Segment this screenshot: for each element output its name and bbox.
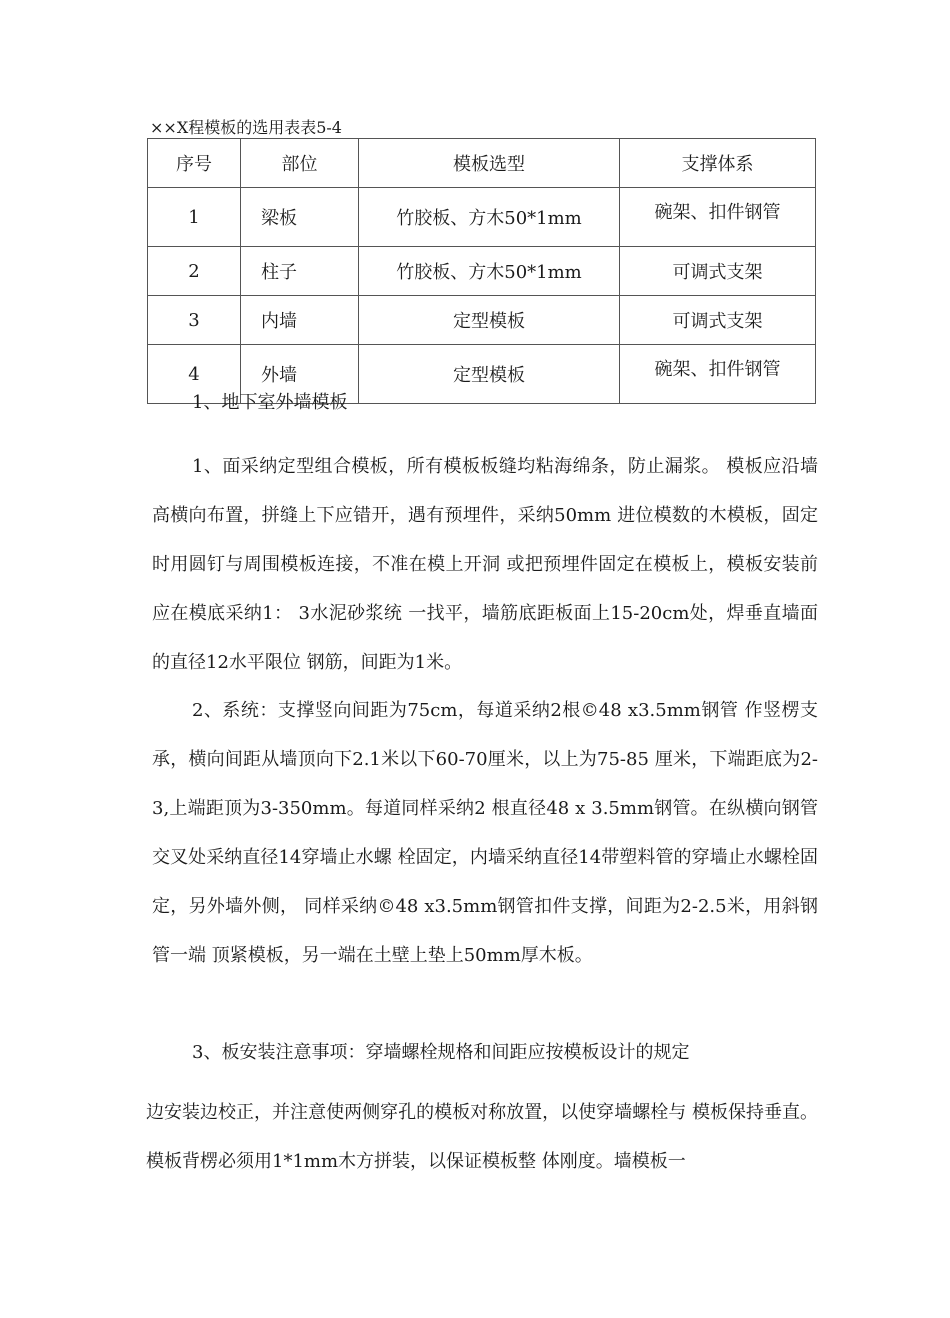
header-position: 部位 xyxy=(241,139,359,188)
cell-support-system: 可调式支架 xyxy=(620,247,816,296)
cell-position: 梁板 xyxy=(241,188,359,247)
cell-index: 4 xyxy=(148,345,241,404)
cell-formwork-type: 竹胶板、方木50*1mm xyxy=(359,247,620,296)
header-support-system: 支撑体系 xyxy=(620,139,816,188)
paragraph-installation-notes: 边安装边校正，并注意使两侧穿孔的模板对称放置，以使穿墙螺栓与 模板保持垂直。模板背楞必须用1*1mm木方拼装，以保证模板整 体刚度。墙模板一 xyxy=(146,1102,818,1172)
header-formwork-type: 模板选型 xyxy=(359,139,620,188)
paragraph-panel-material: 1、面采纳定型组合模板，所有模板板缝均粘海绵条，防止漏浆。 模板应沿墙高横向布置，拼缝上下应错开，遇有预埋件，采纳50mm 进位模数的木模板，固定时用圆钉与周围模板连接，不准在模上开洞 或把预埋件固定在模板上，模板安装前应在模底采纳1： 3水泥砂浆统 一找平，墙筋底距板面上15-20cm处，焊垂直墙面的直径12水平限位 钢筋，间距为1米。 xyxy=(152,456,818,673)
item3-heading: 3、板安装注意事项：穿墙螺栓规格和间距应按模板设计的规定 xyxy=(192,1042,690,1063)
cell-support-system: 碗架、扣件钢管 xyxy=(620,188,816,247)
table-row xyxy=(148,247,816,296)
table-header-row xyxy=(148,139,816,188)
cell-position: 柱子 xyxy=(241,247,359,296)
cell-index: 3 xyxy=(148,296,241,345)
cell-position: 外墙 xyxy=(241,345,359,404)
formwork-selection-table xyxy=(147,138,816,404)
cell-formwork-type: 定型模板 xyxy=(359,345,620,404)
cell-index: 1 xyxy=(148,188,241,247)
table-row xyxy=(148,188,816,247)
table-row xyxy=(148,296,816,345)
cell-support-system: 碗架、扣件钢管 xyxy=(620,345,816,404)
cell-support-system: 可调式支架 xyxy=(620,296,816,345)
cell-position: 内墙 xyxy=(241,296,359,345)
cell-formwork-type: 定型模板 xyxy=(359,296,620,345)
table-caption: ××X程模板的选用表表5-4 xyxy=(150,118,342,137)
paragraph-support-system: 2、系统：支撑竖向间距为75cm，每道采纳2根©48 x3.5mm钢管 作竖楞支承，横向间距从墙顶向下2.1米以下60-70厘米，以上为75-85 厘米，下端距底为2-3,上端距顶为3-350mm。每道同样采纳2 根直径48 x 3.5mm钢管。在纵横向钢管交叉处采纳直径14穿墙止水螺 栓固定，内墙采纳直径14带塑料管的穿墙止水螺栓固定，另外墙外侧， 同样采纳©48 x3.5mm钢管扣件支撑，间距为2-2.5米，用斜钢管一端 顶紧模板，另一端在土壁上垫上50mm厚木板。 xyxy=(152,700,818,966)
header-index: 序号 xyxy=(148,139,241,188)
cell-index: 2 xyxy=(148,247,241,296)
section-heading: 1、地下室外墙模板 xyxy=(192,392,348,413)
cell-formwork-type: 竹胶板、方木50*1mm xyxy=(359,188,620,247)
